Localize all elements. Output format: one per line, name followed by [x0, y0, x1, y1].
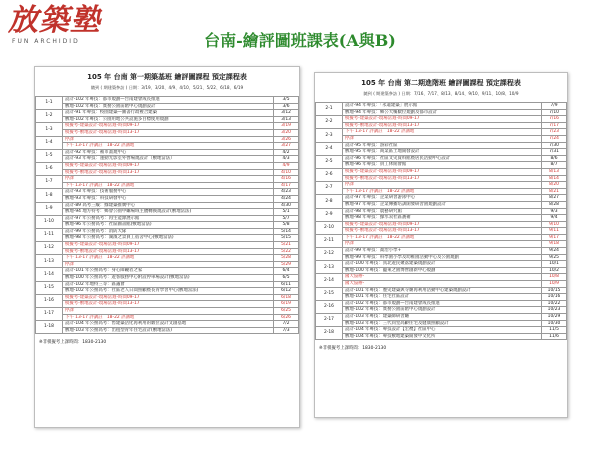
table-row	[36, 143, 299, 150]
table-row	[316, 155, 567, 162]
course-topic: 設計-102 年專技：都市規劃—台南建會成長推進	[63, 97, 274, 104]
table-row	[316, 122, 567, 129]
sheet-dates: 隨到 ( 期建築參訪 ) 日期：3/19、3/20、4/9、4/10、5/21、5/22、6/18、6/19	[90, 85, 244, 90]
course-topic: 模擬考-敷地設計-現場當週-時間13-17	[63, 248, 274, 255]
course-date: 10/30	[542, 320, 567, 327]
course-topic: 停課	[343, 182, 542, 189]
course-date: 10/16	[542, 294, 567, 301]
course-topic: 下午 13-17 評講註 18-22 評講地	[63, 255, 274, 262]
page-title: 台南-繪評圖班課表(A與B)	[204, 31, 396, 50]
course-date: 6/18	[274, 294, 299, 301]
course-date: 10/1	[542, 261, 567, 268]
table-row	[316, 221, 567, 228]
table-row	[36, 248, 299, 255]
course-topic: 下午 13-17 評講註 18-22 評講地	[63, 314, 274, 321]
course-topic: 模擬考-敷地設計-現場當週-時間13-17	[343, 175, 542, 182]
table-row	[316, 116, 567, 123]
course-topic: 敷地-97 年專技：企業傳播培訓開發研習園規劃設計	[343, 201, 542, 208]
table-row	[36, 222, 299, 229]
course-date: 3/27	[274, 143, 299, 150]
course-topic: 設計-98 年專技：農藝研究館	[343, 208, 542, 215]
table-row	[36, 136, 299, 143]
class-number: 1-11	[36, 228, 63, 241]
course-date: 4/10	[274, 169, 299, 176]
course-date: 7/23	[542, 129, 567, 136]
table-row	[36, 327, 299, 334]
course-date: 5/1	[274, 209, 299, 216]
class-number: 2-6	[316, 168, 343, 181]
course-topic: 模擬考-建築設計-現場當週-時間09-17	[63, 242, 274, 249]
course-date: 9/24	[542, 248, 567, 255]
table-row	[36, 103, 299, 110]
course-topic: 模擬考-敷地設計-現場當週-時間13-17	[343, 228, 542, 235]
class-number: 2-11	[316, 234, 343, 247]
table-row	[36, 255, 299, 262]
course-topic: 模擬考-敷地設計-現場當週-時間13-17	[63, 169, 274, 176]
table-row	[36, 110, 299, 117]
class-number: 2-10	[316, 221, 343, 234]
course-topic: 敷地-102 年專技：公園用地公共設施多目標使用規劃	[63, 116, 274, 123]
course-date: 3/5	[274, 97, 299, 104]
class-number: 1-6	[36, 162, 63, 175]
class-number: 1-9	[36, 202, 63, 215]
course-topic: 敷地-100 年公務高考：遊客服務中心附設停車場設計(敷地當法)	[63, 275, 274, 282]
table-row	[36, 97, 299, 104]
course-date: 5/14	[274, 228, 299, 235]
course-date: 9/3	[542, 208, 567, 215]
course-topic: 敷地-93 年專技：科技研發中心	[63, 195, 274, 202]
course-topic: 敷地-103 年公務高考：出租型青年住宅設計(敷地當法)	[63, 327, 274, 334]
course-topic: 敷地-95 年專技：商業區土地開發設計	[343, 149, 542, 156]
course-topic: 下午 13-17 評講註 18-22 評講地	[63, 182, 274, 189]
table-row	[316, 103, 567, 110]
table-row	[316, 320, 567, 327]
course-topic: 下午 13-17 評講註 18-22 評講地	[343, 234, 542, 241]
course-date: 9/17	[542, 234, 567, 241]
course-topic: 停課	[63, 261, 274, 268]
table-row	[316, 241, 567, 248]
course-date: 7/16	[542, 116, 567, 123]
class-number: 1-16	[36, 294, 63, 307]
course-topic: 設計-91 年專技：校園建築—圖書行政複合建築	[63, 110, 274, 117]
table-row	[316, 228, 567, 235]
course-date: 10/15	[542, 287, 567, 294]
course-topic: 設計-92 年專技：補市畫規中心	[63, 149, 274, 156]
class-number: 2-15	[316, 287, 343, 300]
course-date: 7/17	[542, 122, 567, 129]
course-date: 8/28	[542, 201, 567, 208]
table-row	[316, 129, 567, 136]
course-topic: 設計-93 年專技：技術服務中心	[63, 189, 274, 196]
table-row	[36, 149, 299, 156]
course-date: 5/15	[274, 235, 299, 242]
table-row	[36, 301, 299, 308]
course-topic: 模擬考-建築設計-現場當週-時間09-17	[343, 116, 542, 123]
course-topic: 停課	[63, 136, 274, 143]
course-date: 6/11	[274, 281, 299, 288]
course-date: 5/29	[274, 261, 299, 268]
class-number: 1-5	[36, 149, 63, 162]
course-topic: 設計-102 年地特三等：區議會	[63, 281, 274, 288]
class-number: 1-12	[36, 242, 63, 255]
course-date: 6/5	[274, 275, 299, 282]
course-date: 11/5	[542, 327, 567, 334]
table-row	[36, 202, 299, 209]
course-date: 7/31	[542, 149, 567, 156]
course-date: 3/13	[274, 116, 299, 123]
table-row	[316, 287, 567, 294]
course-topic: 敷地-102 年公務高考：社區老人日間照顧暨長青學習中心(敷地當法)	[63, 288, 274, 295]
class-number: 2-18	[316, 327, 343, 340]
table-row	[316, 254, 567, 261]
course-date: 9/11	[542, 228, 567, 235]
course-topic: 停課	[63, 308, 274, 315]
class-number: 2-12	[316, 248, 343, 261]
course-topic: 設計-99 年公務高考：消防大隊	[63, 228, 274, 235]
table-row	[316, 248, 567, 255]
table-row	[316, 195, 567, 202]
class-number: 1-13	[36, 255, 63, 268]
course-date: 4/16	[274, 176, 299, 183]
course-topic: 設計-100 年專技：真北遊民聚落建築規劃設計	[343, 261, 542, 268]
course-date: 4/2	[274, 149, 299, 156]
footnote: ※非模擬考上課時間：1830-2130	[39, 340, 107, 346]
course-date: 7/10	[542, 109, 567, 116]
course-date: 11/6	[542, 333, 567, 340]
course-date: 4/30	[274, 202, 299, 209]
course-date: 3/6	[274, 103, 299, 110]
table-row	[316, 149, 567, 156]
class-number: 2-14	[316, 274, 343, 287]
course-topic: 設計-93 年專技：運動光影室外營場規設計（敷地當法）	[63, 156, 274, 163]
course-topic: 設計-94 年專技：「永遠建築」展示館	[343, 103, 542, 110]
course-date: 7/3	[274, 327, 299, 334]
table-row	[316, 281, 567, 288]
table-row	[316, 215, 567, 222]
table-row	[316, 109, 567, 116]
table-row	[36, 215, 299, 222]
class-number: 2-7	[316, 182, 343, 195]
table-row	[316, 234, 567, 241]
table-row	[316, 261, 567, 268]
course-date: 4/3	[274, 156, 299, 163]
course-topic: 敷地-94 年專技：鄉公大樓數位規劃及都市設計	[343, 109, 542, 116]
course-date: 6/25	[274, 308, 299, 315]
class-number: 2-9	[316, 208, 343, 221]
table-row	[36, 268, 299, 275]
table-row	[36, 169, 299, 176]
class-number: 1-8	[36, 189, 63, 202]
course-date: 8/6	[542, 155, 567, 162]
course-topic: 模擬考-建築設計-現場當週-時間09-17	[343, 221, 542, 228]
course-topic: 停課	[63, 176, 274, 183]
table-row	[316, 307, 567, 314]
course-date: 9/25	[542, 254, 567, 261]
course-date: 10/23	[542, 307, 567, 314]
course-date: 10/22	[542, 300, 567, 307]
course-topic: 敷地-101 年專技：住宅社區設計	[343, 294, 542, 301]
schedule-table	[315, 102, 567, 340]
table-row	[36, 228, 299, 235]
course-date: 8/7	[542, 162, 567, 169]
course-topic: 下午 13-17 評講註 18-22 評講地	[343, 188, 542, 195]
table-row	[36, 123, 299, 130]
table-row	[316, 142, 567, 149]
course-topic: 敷地-98 年專技：綠水双社區護衛	[343, 215, 542, 222]
course-date: 8/20	[542, 182, 567, 189]
sheet-title: 105 年 台南 第一期築基班 繪評圖課程 預定課程表	[87, 73, 247, 81]
course-topic: 模擬考-敷地設計-現場當週-時間13-17	[343, 122, 542, 129]
schedule-sheet-a	[34, 66, 300, 428]
course-date: 5/28	[274, 255, 299, 262]
course-topic: 敷地-102 年專技：實務公園前階中心規劃設計	[343, 307, 542, 314]
table-row	[316, 162, 567, 169]
course-topic: 設計-104 年專技：專技設計【宏禮】社區中心	[343, 327, 542, 334]
class-number: 1-14	[36, 268, 63, 281]
course-date: 6/4	[274, 268, 299, 275]
table-row	[36, 261, 299, 268]
logo-subtitle: FUN ARCHIDID	[12, 38, 80, 45]
table-row	[36, 308, 299, 315]
course-date: 8/14	[542, 175, 567, 182]
course-topic: 下午 13-17 評講註 18-22 評講地	[343, 129, 542, 136]
class-number: 1-18	[36, 321, 63, 334]
class-number: 2-13	[316, 261, 343, 274]
class-number: 1-7	[36, 176, 63, 189]
table-row	[316, 333, 567, 340]
table-row	[316, 300, 567, 307]
course-topic: 下午 13-17 評講註 18-22 評講地	[63, 143, 274, 150]
table-row	[316, 168, 567, 175]
class-number: 1-15	[36, 281, 63, 294]
table-row	[36, 182, 299, 189]
course-date: 5/7	[274, 215, 299, 222]
table-row	[316, 182, 567, 189]
course-topic: 設計-97 年公務高考：再生能源展示館	[63, 215, 274, 222]
course-date: 3/12	[274, 110, 299, 117]
table-row	[316, 294, 567, 301]
course-topic: 設計-89 高考三級：綠建築推廣中心	[63, 202, 274, 209]
course-date: 5/8	[274, 222, 299, 229]
course-topic: 設計-99 年專技：喬治小學+	[343, 248, 542, 255]
course-topic: 停課	[343, 135, 542, 142]
table-row	[316, 274, 567, 281]
course-topic: 敷地-98 年公務高考：湖濱之景員工宿舍中心(敷地當法)	[63, 235, 274, 242]
course-topic: 模擬考-敷地設計-現場當週-時間13-17	[63, 129, 274, 136]
table-row	[36, 176, 299, 183]
footnote: ※非模擬考上課時間：1830-2130	[319, 346, 387, 352]
class-number: 2-3	[316, 129, 343, 142]
course-date: 5/21	[274, 242, 299, 249]
course-topic: 設計-96 年專技：社區文史資料館暨居民活動中心設計	[343, 155, 542, 162]
table-row	[316, 175, 567, 182]
course-topic: 模擬考-敷地設計-現場當週-時間13-17	[63, 301, 274, 308]
table-row	[36, 235, 299, 242]
course-topic: 敷地-103 年專技：三代同堂高齡住宅及健康照顧設計	[343, 320, 542, 327]
table-row	[36, 288, 299, 295]
class-number: 2-5	[316, 155, 343, 168]
table-row	[36, 242, 299, 249]
course-date: 3/26	[274, 136, 299, 143]
class-number: 1-4	[36, 136, 63, 149]
course-topic: 敷地-102 年專技：實務公園前階中心規劃設計	[63, 103, 274, 110]
course-topic: 模擬考-建築設計-現場當週-時間09-17	[63, 162, 274, 169]
course-topic: 模擬考-建築設計-現場當週-時間09-17	[343, 168, 542, 175]
course-topic: 國大協辦-	[343, 281, 542, 288]
course-date: 7/30	[542, 142, 567, 149]
table-row	[316, 267, 567, 274]
course-topic: 設計-104 年公務高考：售建築活化再利用的數位設計文創基地	[63, 321, 274, 328]
course-date: 3/20	[274, 129, 299, 136]
course-topic: 敷地-104 年專技：專技敷地建築開發中文化所	[343, 333, 542, 340]
course-date: 10/2	[542, 267, 567, 274]
course-topic: 設計-95 年專技：游彩社區	[343, 142, 542, 149]
table-row	[36, 195, 299, 202]
class-number: 1-17	[36, 308, 63, 321]
course-topic: 模擬考-建築設計-現場當週-時間09-17	[63, 294, 274, 301]
class-number: 1-10	[36, 215, 63, 228]
course-date: 7/24	[542, 135, 567, 142]
table-row	[36, 129, 299, 136]
table-row	[36, 116, 299, 123]
class-number: 1-2	[36, 110, 63, 123]
class-number: 2-17	[316, 314, 343, 327]
course-date: 4/9	[274, 162, 299, 169]
table-row	[316, 201, 567, 208]
course-topic: 國大協辦-	[343, 274, 542, 281]
sheet-title: 105 年 台南 第二期進階班 繪評圖課程 預定課程表	[361, 79, 521, 87]
table-row	[316, 327, 567, 334]
course-topic: 設計-103 年專技：建築師研習廳	[343, 314, 542, 321]
class-number: 2-1	[316, 103, 343, 116]
course-date: 9/18	[542, 241, 567, 248]
table-row	[36, 294, 299, 301]
class-number: 2-4	[316, 142, 343, 155]
course-topic: 敷地-100 年專技：蘊萊之園博營創新中心規劃	[343, 267, 542, 274]
table-row	[36, 156, 299, 163]
course-date: 4/17	[274, 182, 299, 189]
course-topic: 模擬考-建築設計-現場當週-時間09-17	[63, 123, 274, 130]
course-date: 8/13	[542, 168, 567, 175]
course-date: 4/24	[274, 195, 299, 202]
course-date: 3/19	[274, 123, 299, 130]
course-date: 8/27	[542, 195, 567, 202]
logo-text: 放築塾	[8, 3, 101, 38]
class-number: 1-3	[36, 123, 63, 136]
course-date: 7/2	[274, 321, 299, 328]
course-topic: 敷地-96 年專技：員工休閒會館	[343, 162, 542, 169]
course-date: 9/4	[542, 215, 567, 222]
table-row	[36, 189, 299, 196]
course-date: 4/23	[274, 189, 299, 196]
class-number: 1-1	[36, 97, 63, 110]
course-date: 6/26	[274, 314, 299, 321]
schedule-sheet-b	[314, 72, 568, 418]
course-date: 6/12	[274, 288, 299, 295]
course-topic: 設計-101 年公務高考：身心障礙者之家	[63, 268, 274, 275]
table-row	[36, 275, 299, 282]
course-date: 10/9	[542, 281, 567, 288]
course-date: 7/9	[542, 103, 567, 110]
table-row	[316, 314, 567, 321]
course-date: 8/21	[542, 188, 567, 195]
table-row	[316, 188, 567, 195]
course-date: 10/29	[542, 314, 567, 321]
course-topic: 設計-97 年專技：企業研習游泳中心	[343, 195, 542, 202]
course-topic: 敷地-94 地方特考：鄉會公園中繼場域主體轉換規設計(敷地當法)	[63, 209, 274, 216]
course-topic: 設計-102 年專技：都市規劃—台南建會成長推進	[343, 300, 542, 307]
sheet-dates: 隨到 ( 期建築參訪 ) 日期：7/16、7/17、8/13、8/14、9/10、9/11、10/8、10/9	[363, 91, 519, 96]
table-row	[316, 208, 567, 215]
class-number: 2-16	[316, 300, 343, 313]
course-topic: 停課	[343, 241, 542, 248]
course-date: 5/22	[274, 248, 299, 255]
schedule-table	[35, 96, 299, 334]
table-row	[316, 135, 567, 142]
table-row	[36, 314, 299, 321]
table-row	[36, 281, 299, 288]
course-date: 9/10	[542, 221, 567, 228]
course-topic: 敷地-99 年專技：科學園小學及幼稚園活動中心及公園規劃	[343, 254, 542, 261]
table-row	[36, 321, 299, 328]
course-topic: 敷地-96 年公務高考：社區圖書館(敷地當法)	[63, 222, 274, 229]
class-number: 2-8	[316, 195, 343, 208]
class-number: 2-2	[316, 116, 343, 129]
table-row	[36, 162, 299, 169]
course-date: 6/19	[274, 301, 299, 308]
course-date: 10/8	[542, 274, 567, 281]
course-topic: 設計-101 年專技：歷史建築與寺廟再利用活動中心建築規劃設計	[343, 287, 542, 294]
table-row	[36, 209, 299, 216]
